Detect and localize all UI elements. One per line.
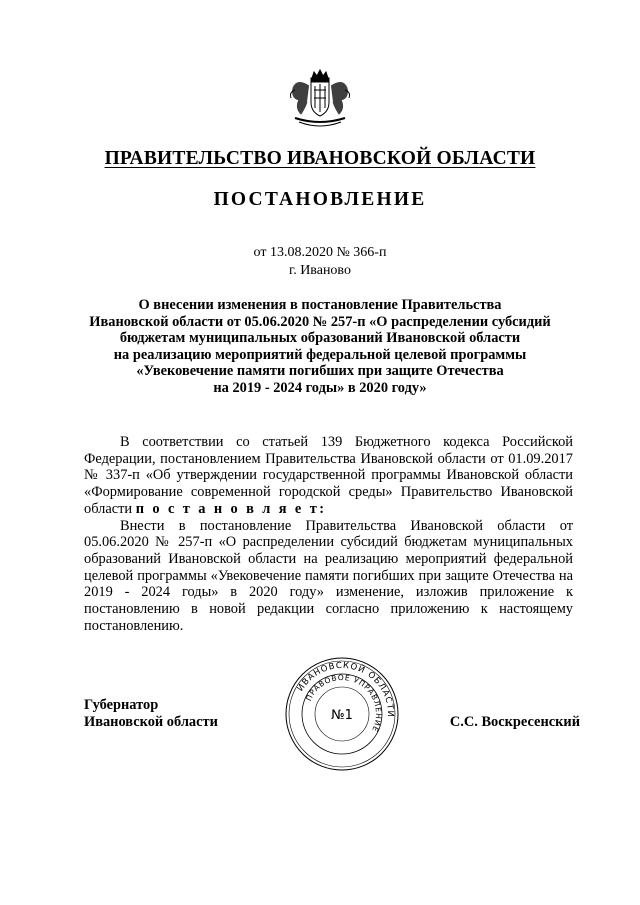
- document-type: ПОСТАНОВЛЕНИЕ: [213, 189, 427, 210]
- heading-line: на 2019 - 2024 годы» в 2020 году»: [213, 379, 427, 396]
- stamp-outer-text: ИВАНОВСКОЙ ОБЛАСТИ: [295, 660, 396, 718]
- stamp-number: №1: [331, 708, 353, 723]
- document-meta: [0, 244, 640, 280]
- document-heading: [70, 297, 570, 397]
- resolves-emphasis: п о с т а н о в л я е т:: [135, 500, 327, 517]
- date-number: от 13.08.2020 № 366-п: [253, 245, 387, 260]
- signatory-role: [84, 697, 218, 731]
- paragraph-1: [84, 434, 573, 518]
- heading-line: на реализацию мероприятий федеральной целевой программы: [113, 346, 527, 363]
- coat-of-arms-icon: [285, 68, 355, 130]
- stamp-inner-text: ПРАВОВОЕ УПРАВЛЕНИЕ: [304, 672, 384, 734]
- heading-line: «Увековечение памяти погибших при защите Отечества: [136, 363, 504, 380]
- heading-line: Ивановской области от 05.06.2020 № 257-п «О распределении субсидий: [89, 313, 551, 330]
- signatory-name: С.С. Воскресенский: [449, 714, 580, 730]
- heading-line: бюджетам муниципальных образований Ивановской области: [119, 330, 521, 347]
- signatory-role-line: Губернатор: [84, 697, 159, 713]
- signatory-role-line: Ивановской области: [84, 714, 218, 730]
- government-title: ПРАВИТЕЛЬСТВО ИВАНОВСКОЙ ОБЛАСТИ: [104, 148, 536, 169]
- document-body: [84, 434, 573, 634]
- heading-line: О внесении изменения в постановление Правительства: [138, 297, 502, 313]
- city: г. Иваново: [289, 263, 351, 278]
- paragraph-1-text: В соответствии со статьей 139 Бюджетного кодекса Российской Федерации, постановлением Правительства Ивановской области от 01.09.2017 № 337-п «Об утверждении государственной программы Ивановской области «Формирование современной городской среды» Правительство Ивановской области: [84, 434, 573, 517]
- official-stamp: [283, 655, 401, 773]
- paragraph-2: Внести в постановление Правительства Ивановской области от 05.06.2020 № 257-п «О распределении субсидий бюджетам муниципальных образований Ивановской области на реализацию мероприятий федеральной целевой программы «Увековечение памяти погибших при защите Отечества на 2019 - 2024 годы» в 2020 году» изменение, изложив приложение к постановлению в новой редакции согласно приложению к настоящему постановлению.: [84, 517, 573, 634]
